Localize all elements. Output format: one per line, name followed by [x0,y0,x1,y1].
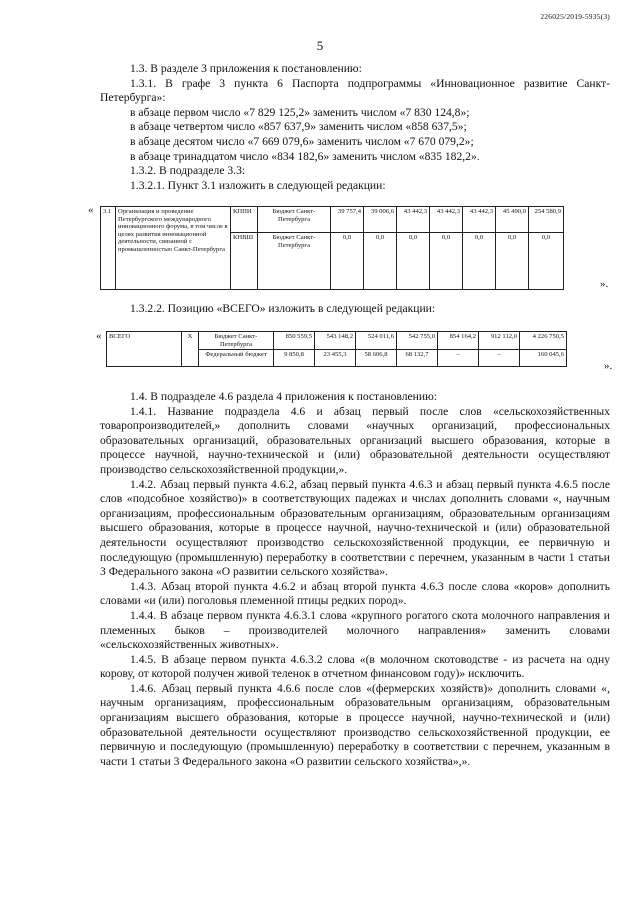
value-cell: 9 850,8 [274,350,315,367]
paragraph: 1.4.4. В абзаце первом пункта 4.6.3.1 слова «крупного рогатого скота молочного направления и племенных быков – производителей молочного направления» заменить словами «сельскохозяйственных животных». [100,608,610,652]
table-total [106,331,567,367]
value-cell: 542 755,0 [397,332,438,350]
value-cell: 39 006,6 [364,207,397,233]
paragraph: 1.3. В разделе 3 приложения к постановлению: [130,62,362,75]
paragraph: в абзаце четвертом число «857 637,9» заменить числом «858 637,5»; [130,120,467,134]
paragraph: 1.4.2. Абзац первый пункта 4.6.2, абзац первый пункта 4.6.3 и абзац первый пункта 4.6.5 после слов «подсобное хозяйство)» в соответствующих падежах и числах дополнить словами «, научным организациям, профессиональным образовательным организациям, образовательным организациям высшего образования, которые в процессе научной, научно-технической и (или) образовательной деятельности осуществляют производство сельскохозяйственной продукции, ее первичную и последующую (промышленную) переработку в соответствии с перечнем, указанным в части 1 статьи 3 Федерального закона «О развитии сельского хозяйства». [100,477,610,579]
value-cell: 45 490,0 [496,207,529,233]
value-cell: 4 226 750,5 [520,332,567,350]
value-cell: – [479,350,520,367]
value-cell: 0,0 [463,233,496,290]
value-cell: 0,0 [496,233,529,290]
item-name: Организация и проведение Петербургского международного инновационного форума, в том числе в целях развития инновационной деятельности, связанной с промышленностью Санкт-Петербурга [116,207,231,290]
source-cell: Бюджет Санкт-Петербурга [258,233,331,290]
source-cell: Федеральный бюджет [199,350,274,367]
org-cell: КНВШ [231,233,258,290]
paragraph: в абзаце первом число «7 829 125,2» заменить числом «7 830 124,8»; [130,105,470,119]
total-mark: Х [182,332,199,367]
value-cell: 854 164,2 [438,332,479,350]
value-cell: 0,0 [364,233,397,290]
paragraph: в абзаце десятом число «7 669 079,6» заменить числом «7 670 079,2»; [130,134,474,148]
value-cell: 68 132,7 [397,350,438,367]
section-1-3-2-2 [100,302,610,317]
value-cell: 0,0 [529,233,564,290]
paragraph: 1.3.2. В подразделе 3.3: [130,164,246,178]
section-1-4 [100,390,610,769]
value-cell: 43 442,3 [397,207,430,233]
org-cell: КППИ [231,207,258,233]
source-cell: Бюджет Санкт-Петербурга [258,207,331,233]
paragraph: в абзаце тринадцатом число «834 182,6» заменить числом «835 182,2». [130,149,480,163]
value-cell: 58 606,8 [356,350,397,367]
paragraph: 1.4.5. В абзаце первом пункта 4.6.3.2 слова «(в молочном скотоводстве - из расчета на одну корову, от которой получен живой теленок в отчетном финансовом году)» исключить. [100,652,610,681]
value-cell: 0,0 [331,233,364,290]
paragraph: 1.3.2.2. Позицию «ВСЕГО» изложить в следующей редакции: [130,302,436,315]
paragraph: 1.4. В подразделе 4.6 раздела 4 приложения к постановлению: [130,390,437,403]
value-cell: – [438,350,479,367]
value-cell: 543 148,2 [315,332,356,350]
open-quote: « [88,204,94,216]
value-cell: 43 442,3 [463,207,496,233]
value-cell: 0,0 [430,233,463,290]
value-cell: 160 045,6 [520,350,567,367]
value-cell: 39 757,4 [331,207,364,233]
value-cell: 524 011,6 [356,332,397,350]
value-cell: 850 559,5 [274,332,315,350]
close-quote: ». [600,278,609,290]
value-cell: 23 455,3 [315,350,356,367]
total-label: ВСЕГО [107,332,182,367]
value-cell: 43 442,3 [430,207,463,233]
value-cell: 0,0 [397,233,430,290]
paragraph: 1.4.3. Абзац второй пункта 4.6.2 и абзац второй пункта 4.6.3 после слова «коров» дополнить словами «и (или) поголовья племенной птицы редких пород». [100,579,610,608]
value-cell: 254 580,9 [529,207,564,233]
close-quote: ». [604,360,613,372]
value-cell: 912 112,0 [479,332,520,350]
document-id: 226025/2019-5935(3) [540,12,610,21]
paragraph: 1.3.1. В графе 3 пункта 6 Паспорта подпрограммы «Инновационное развитие Санкт-Петербурга»: [100,76,610,105]
table-row [101,207,564,233]
paragraph: 1.4.1. Название подраздела 4.6 и абзац первый после слов «сельскохозяйственных товаропроизводителей,» дополнить словами «научных организаций, профессиональных образовательных организаций, образовательных организаций высшего образования, которые в процессе научной, научно-технической и (или) образовательной деятельности осуществляют производство сельскохозяйственной продукции,». [100,404,610,476]
paragraph: 1.4.6. Абзац первый пункта 4.6.6 после слов «(фермерских хозяйств)» дополнить словами «, научным организациям, профессиональным образовательным организациям, образовательным организациям высшего образования, которые в процессе научной, научно-технической и (или) образовательной деятельности осуществляют производство сельскохозяйственной продукции, ее первичную и последующую (промышленную) переработку в соответствии с перечнем, указанным в части 1 статьи 3 Федерального закона «О развитии сельского хозяйства»,». [100,681,610,768]
open-quote: « [96,330,102,342]
page-number: 5 [316,38,324,53]
item-number: 3.1 [101,207,116,290]
table-row [107,332,567,350]
paragraph: 1.3.2.1. Пункт 3.1 изложить в следующей редакции: [130,178,386,192]
table-item-3-1 [100,206,564,290]
section-1-3 [100,62,610,193]
source-cell: Бюджет Санкт-Петербурга [199,332,274,350]
